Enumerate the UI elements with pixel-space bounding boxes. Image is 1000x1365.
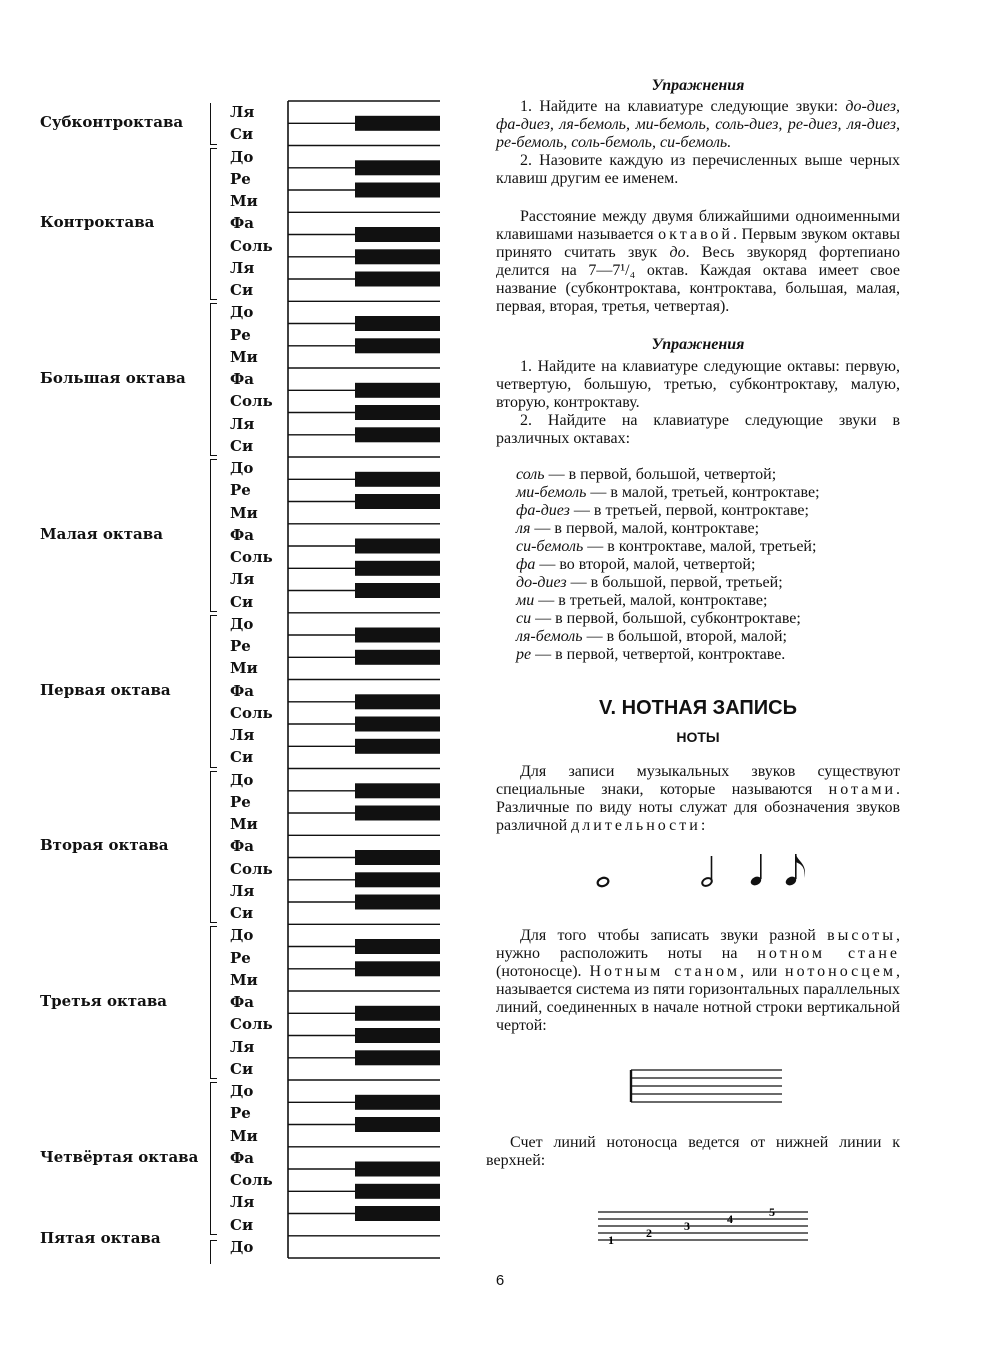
octave-bracket-bottom	[210, 922, 217, 923]
exercises-1	[496, 98, 900, 188]
note-label: Ми	[230, 1126, 258, 1145]
octave-bracket-bottom	[210, 1078, 217, 1079]
octave-bracket	[210, 771, 211, 923]
note-label: Соль	[230, 703, 273, 722]
black-key[interactable]	[355, 1028, 440, 1043]
sound-name: ми	[516, 592, 535, 609]
sound-octaves: — в малой, третьей, контроктаве;	[586, 484, 820, 501]
exercise-2-2: 2. Найдите на клавиатуре следующие звуки в различных октавах:	[496, 412, 900, 447]
octave-bracket-bottom	[210, 1234, 217, 1235]
octave-bracket-bottom	[210, 455, 217, 456]
note-label: Ре	[230, 481, 251, 500]
sound-list-item	[516, 646, 916, 664]
octave-name: Вторая октава	[40, 836, 169, 855]
black-key[interactable]	[355, 183, 440, 198]
note-label: До	[230, 303, 254, 322]
black-key[interactable]	[355, 1206, 440, 1221]
note-label: Ми	[230, 815, 258, 834]
black-key[interactable]	[355, 427, 440, 442]
note-label: Си	[230, 748, 254, 767]
sound-list-item	[516, 574, 916, 592]
sound-list-item	[516, 592, 916, 610]
black-key[interactable]	[355, 116, 440, 131]
note-label: До	[230, 147, 254, 166]
chapter-title: V. НОТНАЯ ЗАПИСЬ	[599, 697, 797, 719]
black-key[interactable]	[355, 650, 440, 665]
sound-octaves: — в контроктаве, малой, третьей;	[583, 538, 817, 555]
note-label: Ре	[230, 948, 251, 967]
sound-octaves: — в большой, первой, третьей;	[566, 574, 783, 591]
staff-illustration	[620, 1068, 790, 1108]
note-label: Ре	[230, 169, 251, 188]
page-number: 6	[495, 1272, 505, 1289]
octave-bracket-top	[210, 615, 217, 616]
octave-name: Первая октава	[40, 680, 171, 699]
note-label: Ля	[230, 258, 255, 277]
black-key[interactable]	[355, 472, 440, 487]
sound-octaves: — в первой, четвертой, контроктаве.	[531, 646, 786, 663]
black-key[interactable]	[355, 850, 440, 865]
note-label: Фа	[230, 214, 254, 233]
eighth-note-icon	[784, 854, 805, 887]
note-label: До	[230, 1237, 254, 1256]
sound-octaves: — в большой, второй, малой;	[582, 628, 787, 645]
line-number-5: 5	[769, 1205, 775, 1219]
black-key[interactable]	[355, 783, 440, 798]
note-label: Ля	[230, 1037, 255, 1056]
note-label: До	[230, 614, 254, 633]
octave-bracket	[210, 459, 211, 611]
note-label: Фа	[230, 525, 254, 544]
octave-bracket-top	[210, 303, 217, 304]
note-label: До	[230, 459, 254, 478]
note-label: Ре	[230, 792, 251, 811]
note-label: Соль	[230, 392, 273, 411]
sound-name: си	[516, 610, 532, 627]
line-number-3: 3	[684, 1219, 690, 1233]
black-key[interactable]	[355, 316, 440, 331]
note-label: Ля	[230, 1193, 255, 1212]
line-number-4: 4	[727, 1212, 733, 1226]
quarter-note-icon	[749, 854, 762, 887]
octave-name: Малая октава	[40, 524, 163, 543]
note-label: Ми	[230, 192, 258, 211]
sound-name: фа-диез	[516, 502, 570, 519]
sound-list-item	[516, 538, 916, 556]
sound-list-item	[516, 466, 916, 484]
sound-list-item	[516, 556, 916, 574]
octave-name: Субконтроктава	[40, 113, 184, 132]
sound-list-item	[516, 484, 916, 502]
black-key[interactable]	[355, 160, 440, 175]
octave-paragraph: Расстояние между двумя ближайшими одноименными клавишами называется октавой. Первым звуком октавы принято считать звук до. Весь звукоряд фортепиано делится на 7—7¹/₄ октав. Каждая октава имеет свое название (субконтроктава, контроктава, большая, малая, первая, вторая, третья, четвертая).	[496, 208, 900, 315]
exercise-2-1: 1. Найдите на клавиатуре следующие октавы: первую, четвертую, большую, третью, субконтроктаву, малую, вторую, контроктаву.	[496, 358, 900, 411]
octave-bracket	[210, 926, 211, 1078]
black-key[interactable]	[355, 494, 440, 509]
note-label: Си	[230, 436, 254, 455]
sound-octaves: — во второй, малой, четвертой;	[535, 556, 756, 573]
note-label: Ми	[230, 347, 258, 366]
note-label: Соль	[230, 859, 273, 878]
octave-bracket-bottom	[210, 767, 217, 768]
sound-name: до-диез	[516, 574, 567, 591]
sound-name: си-бемоль	[516, 538, 584, 555]
chapter-subtitle: НОТЫ	[676, 729, 720, 745]
black-key[interactable]	[355, 961, 440, 976]
note-label: Фа	[230, 370, 254, 389]
black-key[interactable]	[355, 249, 440, 264]
black-key[interactable]	[355, 1117, 440, 1132]
exercises-heading-1: Упражнения	[651, 77, 745, 94]
sound-octaves: — в первой, большой, четвертой;	[544, 466, 777, 483]
black-key[interactable]	[355, 694, 440, 709]
note-label: До	[230, 770, 254, 789]
black-key[interactable]	[355, 561, 440, 576]
note-label: До	[230, 926, 254, 945]
note-label: Соль	[230, 1015, 273, 1034]
note-label: Фа	[230, 681, 254, 700]
octave-bracket-bottom	[210, 299, 217, 300]
note-label: Ми	[230, 970, 258, 989]
octave-bracket	[210, 1240, 211, 1264]
sound-octaves: — в третьей, малой, контроктаве;	[534, 592, 768, 609]
black-key[interactable]	[355, 383, 440, 398]
notes-paragraph: Для записи музыкальных звуков существуют специальные знаки, которые называются нотами. Различные по виду ноты служат для обозначения звуков различной длительности:	[496, 763, 900, 834]
note-label: Ми	[230, 503, 258, 522]
sound-name: ре	[516, 646, 532, 663]
sound-octaves: — в третьей, первой, контроктаве;	[569, 502, 809, 519]
note-label: Ля	[230, 103, 255, 122]
octave-bracket	[210, 103, 211, 144]
exercise-1-1: 1. Найдите на клавиатуре следующие звуки: до-диез, фа-диез, ля-бемоль, ми-бемоль, соль-диез, ре-диез, ля-диез, ре-бемоль, соль-бемоль, си-бемоль.	[496, 98, 900, 151]
octave-bracket	[210, 615, 211, 767]
sound-octaves: — в первой, малой, контроктаве;	[530, 520, 760, 537]
black-key[interactable]	[355, 405, 440, 420]
octave-bracket-top	[210, 459, 217, 460]
note-label: Си	[230, 125, 254, 144]
note-label: Ми	[230, 659, 258, 678]
sound-name: соль	[516, 466, 545, 483]
black-key[interactable]	[355, 872, 440, 887]
octave-bracket-top	[210, 1082, 217, 1083]
sound-name: фа	[516, 556, 536, 573]
sound-list-item	[516, 520, 916, 538]
count-paragraph: Счет линий нотоносца ведется от нижней линии к верхней:	[486, 1134, 900, 1169]
note-label: Фа	[230, 993, 254, 1012]
note-label: Фа	[230, 837, 254, 856]
note-durations	[580, 848, 820, 898]
note-label: Си	[230, 592, 254, 611]
octave-name: Контроктава	[40, 213, 155, 232]
black-key[interactable]	[355, 539, 440, 554]
note-label: Соль	[230, 548, 273, 567]
octave-bracket-top	[210, 148, 217, 149]
staff-paragraph: Для того чтобы записать звуки разной высоты, нужно расположить ноты на нотном стане (нотоносце). Нотным станом, или нотоносцем, называется система из пяти горизонтальных параллельных линий, соединенных в начале нотной строки вертикальной чертой:	[496, 927, 901, 1034]
black-key[interactable]	[355, 895, 440, 910]
sound-name: ля-бемоль	[516, 628, 583, 645]
octave-bracket-top	[210, 771, 217, 772]
exercise-1-2: 2. Назовите каждую из перечисленных выше черных клавиш другим ее именем.	[496, 152, 900, 187]
note-label: Ля	[230, 414, 255, 433]
exercises-heading-2: Упражнения	[651, 336, 745, 353]
black-key[interactable]	[355, 583, 440, 598]
sound-list	[516, 466, 916, 664]
note-label: Ля	[230, 570, 255, 589]
octave-name: Пятая октава	[40, 1229, 161, 1247]
black-key[interactable]	[355, 739, 440, 754]
note-label: Ля	[230, 881, 255, 900]
note-label: Си	[230, 1215, 254, 1234]
black-key[interactable]	[355, 1050, 440, 1065]
note-label: Си	[230, 1059, 254, 1078]
octave-bracket-top	[210, 1240, 217, 1241]
note-label: Соль	[230, 236, 273, 255]
sound-list-item	[516, 610, 916, 628]
numbered-staff	[590, 1200, 820, 1250]
black-key[interactable]	[355, 939, 440, 954]
octave-name: Большая октава	[40, 369, 186, 388]
sound-octaves: — в первой, большой, субконтроктаве;	[531, 610, 801, 627]
black-key[interactable]	[355, 1162, 440, 1177]
black-key[interactable]	[355, 717, 440, 732]
note-label: Соль	[230, 1171, 273, 1190]
sound-name: ми-бемоль	[516, 484, 587, 501]
note-label: Си	[230, 904, 254, 923]
black-key[interactable]	[355, 272, 440, 287]
note-label: Ре	[230, 325, 251, 344]
note-label: Ре	[230, 1104, 251, 1123]
note-label: Ре	[230, 637, 251, 656]
note-label: Ля	[230, 726, 255, 745]
black-key[interactable]	[355, 1184, 440, 1199]
line-number-1: 1	[608, 1233, 614, 1247]
line-number-2: 2	[646, 1226, 652, 1240]
half-note-icon	[701, 856, 713, 887]
black-key[interactable]	[355, 628, 440, 643]
octave-bracket-bottom	[210, 611, 217, 612]
octave-bracket-top	[210, 926, 217, 927]
black-key[interactable]	[355, 1095, 440, 1110]
black-key[interactable]	[355, 227, 440, 242]
note-label: До	[230, 1082, 254, 1101]
black-key[interactable]	[355, 338, 440, 353]
exercises-2	[496, 358, 900, 448]
black-key[interactable]	[355, 1006, 440, 1021]
black-key[interactable]	[355, 806, 440, 821]
sound-list-item	[516, 628, 916, 646]
octave-bracket	[210, 1082, 211, 1234]
octave-bracket	[210, 148, 211, 300]
sound-list-item	[516, 502, 916, 520]
octave-bracket-bottom	[210, 144, 217, 145]
whole-note-icon	[596, 876, 609, 887]
sound-name: ля	[516, 520, 531, 537]
octave-name: Третья октава	[40, 992, 167, 1011]
octave-name: Четвёртая октава	[40, 1147, 199, 1166]
note-label: Си	[230, 281, 254, 300]
octave-bracket	[210, 303, 211, 455]
note-label: Фа	[230, 1148, 254, 1167]
